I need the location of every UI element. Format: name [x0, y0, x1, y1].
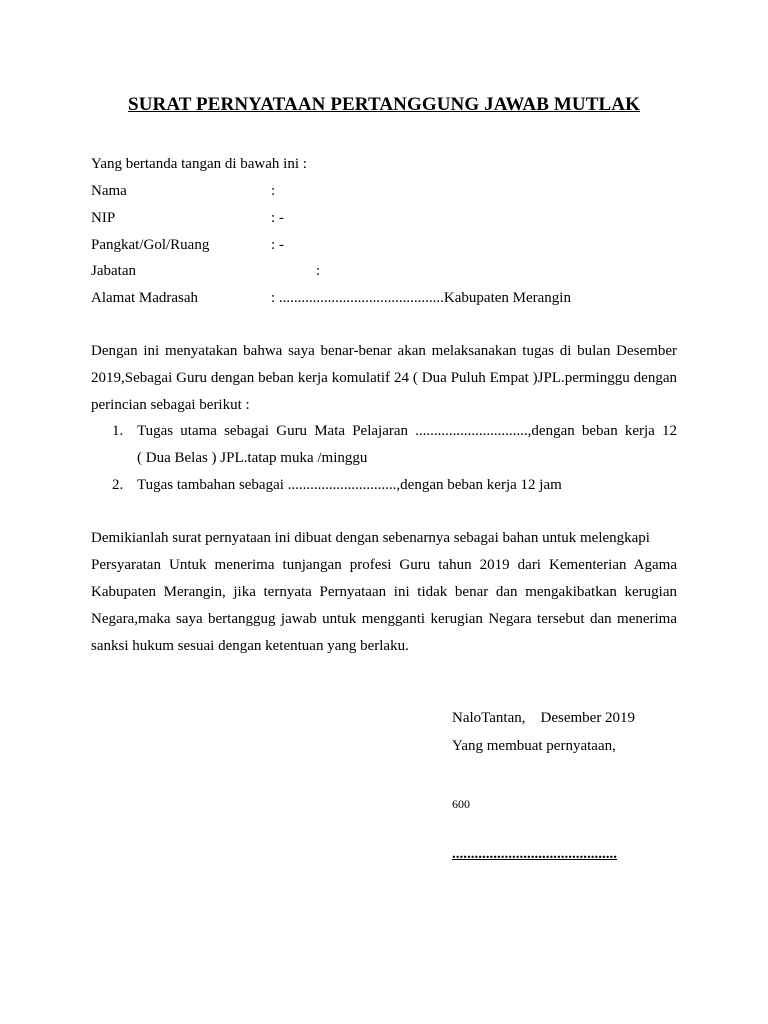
field-value-alamat: : ............................................Kabupaten Merangin: [271, 290, 571, 306]
statement-line: perincian sebagai berikut :: [91, 397, 250, 413]
closing-line: Negara,maka saya bertanggug jawab untuk mengganti kerugian Negara tersebut dan menerima: [91, 611, 677, 627]
intro-text: Yang bertanda tangan di bawah ini :: [91, 156, 307, 172]
document-title: SURAT PERNYATAAN PERTANGGUNG JAWAB MUTLAK: [128, 94, 640, 115]
closing-line: Demikianlah surat pernyataan ini dibuat dengan sebenarnya sebagai bahan untuk melengkapi: [91, 530, 650, 546]
list-text: [137, 418, 677, 472]
field-value-pangkat: : -: [271, 237, 284, 253]
field-label-nip: NIP: [91, 210, 116, 226]
closing-line: Kabupaten Merangin, jika ternyata Pernyataan ini tidak benar dan mengakibatkan kerugian: [91, 584, 677, 600]
signer-name-placeholder: ............................................: [452, 846, 617, 862]
list-line: Tugas tambahan sebagai .............................,dengan beban kerja 12 jam: [137, 477, 562, 493]
statement-paragraph: [91, 338, 677, 419]
statement-line: 2019,Sebagai Guru dengan beban kerja komulatif 24 ( Dua Puluh Empat )JPL.perminggu dengan: [91, 370, 677, 386]
list-line: Tugas utama sebagai Guru Mata Pelajaran ..............................,dengan beban kerja 12: [137, 423, 677, 439]
field-label-nama: Nama: [91, 183, 127, 199]
list-text: [137, 472, 677, 499]
field-value-nama: :: [271, 183, 276, 199]
stamp-text: 600: [452, 797, 470, 811]
field-value-jabatan: :: [316, 263, 321, 279]
statement-line: Dengan ini menyatakan bahwa saya benar-benar akan melaksanakan tugas di bulan Desember: [91, 343, 677, 359]
signer-label: Yang membuat pernyataan,: [452, 738, 616, 754]
closing-line: Persyaratan Untuk menerima tunjangan profesi Guru tahun 2019 dari Kementerian Agama: [91, 557, 677, 573]
list-number: 2.: [112, 477, 124, 493]
closing-line: sanksi hukum sesuai dengan ketentuan yang berlaku.: [91, 638, 409, 654]
list-item: [91, 472, 677, 499]
list-line: ( Dua Belas ) JPL.tatap muka /minggu: [137, 450, 368, 466]
field-label-jabatan: Jabatan: [91, 263, 136, 279]
field-label-alamat: Alamat Madrasah: [91, 290, 199, 306]
field-label-pangkat: Pangkat/Gol/Ruang: [91, 237, 210, 253]
list-number: 1.: [112, 423, 124, 439]
list-item: [91, 418, 677, 472]
closing-paragraph: [91, 525, 677, 660]
field-value-nip: : -: [271, 210, 284, 226]
place-date: NaloTantan, Desember 2019: [452, 710, 636, 726]
